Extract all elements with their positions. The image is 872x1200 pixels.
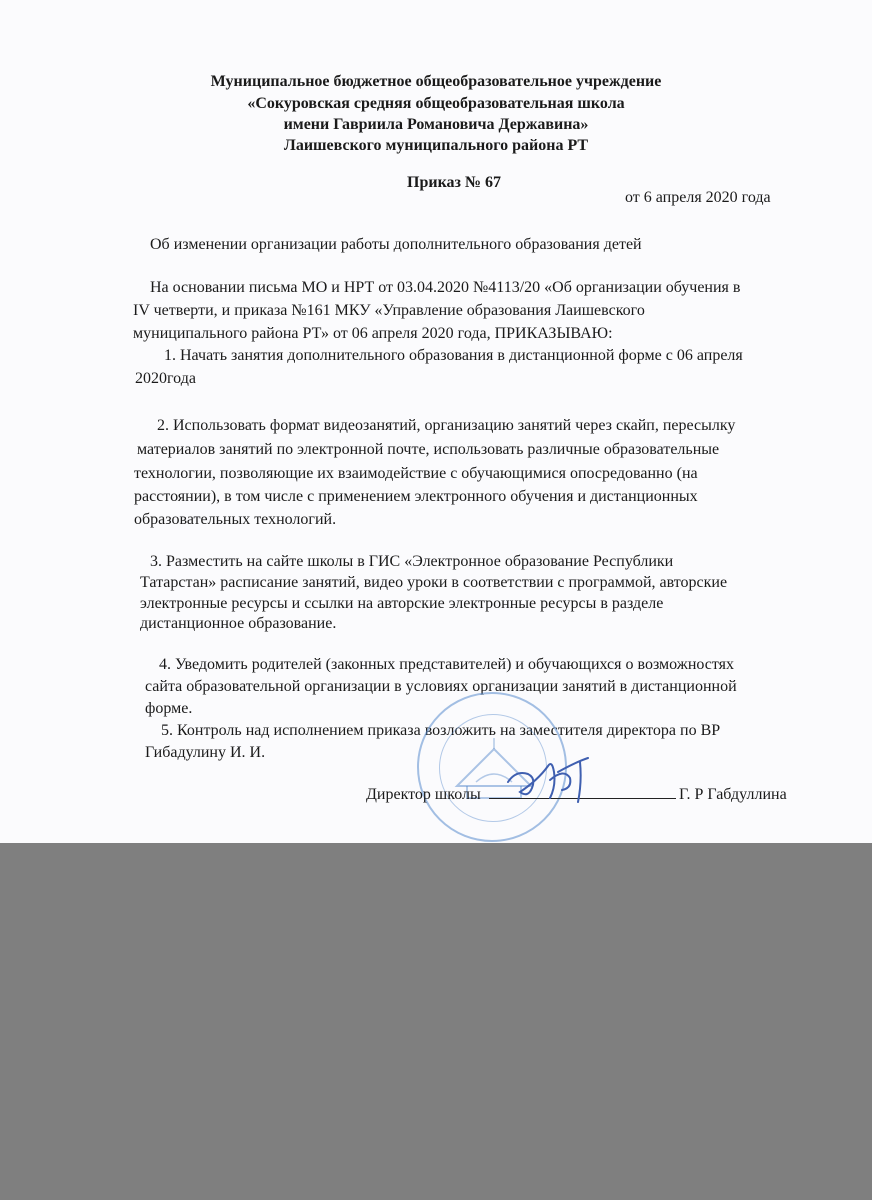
item-5-line-2: Гибадулину И. И. [145, 744, 266, 761]
signature-role: Директор школы [366, 786, 481, 803]
order-title: Приказ № 67 [407, 174, 502, 191]
scan-background-band [0, 843, 872, 1200]
basis-line-1: На основании письма МО и НРТ от 03.04.2020 №4113/20 «Об организации обучения в [150, 279, 741, 296]
item-4-line-3: форме. [145, 700, 193, 717]
item-5-line-1: 5. Контроль над исполнением приказа возложить на заместителя директора по ВР [161, 722, 721, 739]
item-1-line-1: 1. Начать занятия дополнительного образования в дистанционной форме с 06 апреля [164, 347, 743, 364]
header-line-3: имени Гавриила Романовича Державина» [283, 116, 589, 133]
item-3-line-2: Татарстан» расписание занятий, видео уроки в соответствии с программой, авторские [140, 574, 728, 591]
header-line-4: Лаишевского муниципального района РТ [283, 137, 589, 154]
header-line-2: «Сокуровская средняя общеобразовательная школа [247, 95, 625, 112]
item-2-line-3: технологии, позволяющие их взаимодействие с обучающимися опосредованно (на [134, 465, 698, 482]
signature-name: Г. Р Габдуллина [679, 786, 787, 803]
header-line-1: Муниципальное бюджетное общеобразовательное учреждение [210, 73, 662, 90]
item-2-line-2: материалов занятий по электронной почте, использовать различные образовательные [137, 441, 720, 458]
item-1-line-2: 2020года [135, 370, 196, 387]
order-date: от 6 апреля 2020 года [625, 189, 771, 206]
item-3-line-3: электронные ресурсы и ссылки на авторские электронные ресурсы в разделе [140, 595, 664, 612]
item-2-line-1: 2. Использовать формат видеозанятий, организацию занятий через скайп, пересылку [157, 417, 736, 434]
item-3-line-4: дистанционное образование. [140, 615, 337, 632]
handwritten-signature-icon [498, 752, 598, 813]
item-4-line-1: 4. Уведомить родителей (законных представителей) и обучающихся о возможностях [159, 656, 735, 673]
item-4-line-2: сайта образовательной организации в условиях организации занятий в дистанционной [145, 678, 737, 695]
item-2-line-5: образовательных технологий. [134, 511, 337, 528]
item-2-line-4: расстоянии), в том числе с применением электронного обучения и дистанционных [134, 488, 698, 505]
basis-line-3: муниципального района РТ» от 06 апреля 2020 года, ПРИКАЗЫВАЮ: [133, 325, 613, 342]
basis-line-2: IV четверти, и приказа №161 МКУ «Управление образования Лаишевского [133, 302, 645, 319]
item-3-line-1: 3. Разместить на сайте школы в ГИС «Электронное образование Республики [150, 553, 674, 570]
order-subject: Об изменении организации работы дополнительного образования детей [150, 236, 642, 253]
